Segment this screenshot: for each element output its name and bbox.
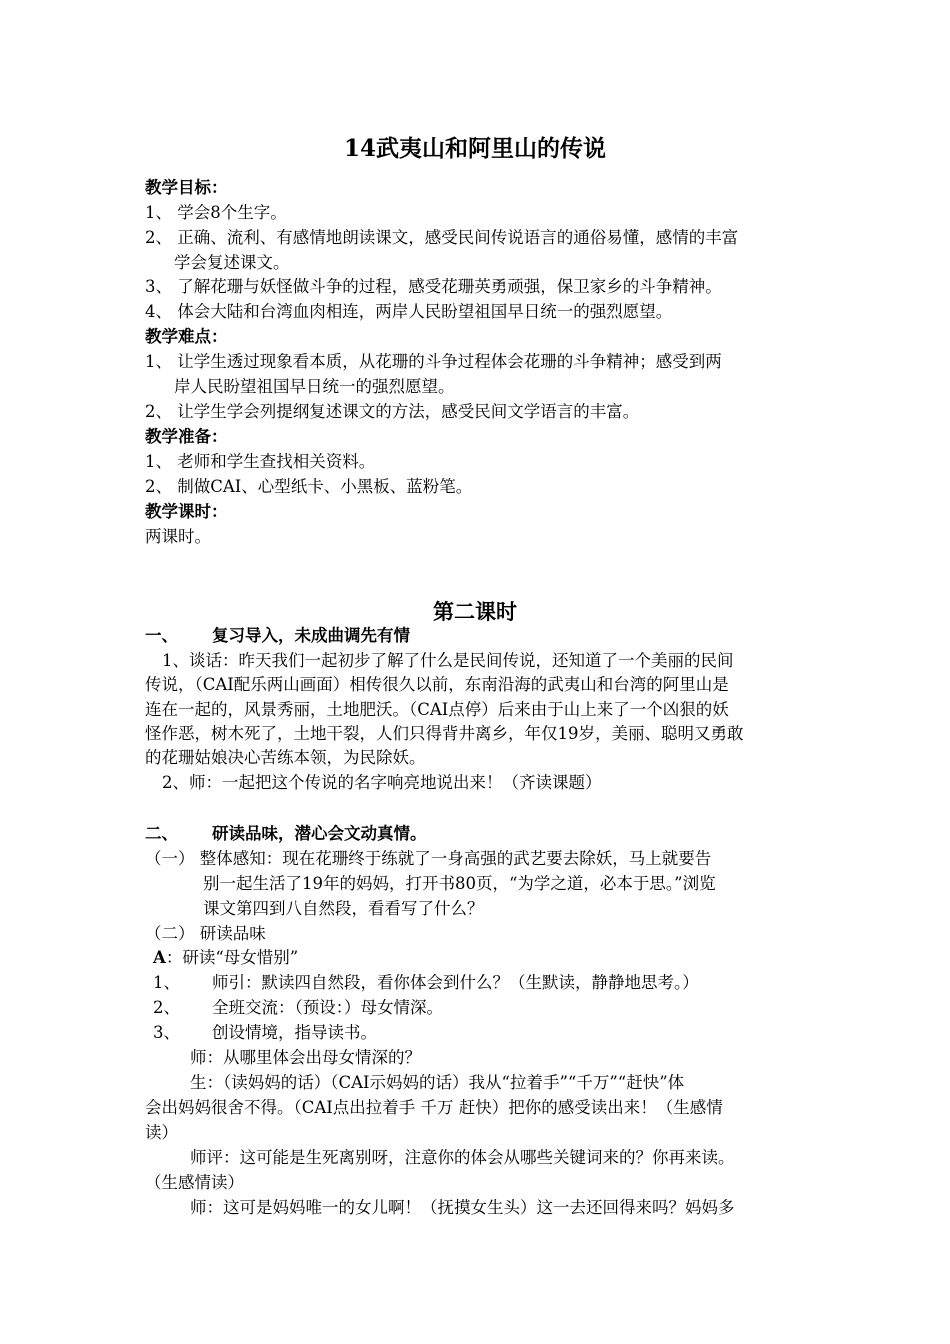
sub-section-a: [153, 946, 298, 970]
document-title: 14武夷山和阿里山的传说: [343, 135, 606, 162]
part-two-number: 二、: [145, 824, 178, 843]
paragraph-line: 连在一起的，风景秀丽，土地肥沃。（CAI点停）后来由于山上来了一个凶狠的妖: [145, 700, 729, 719]
paragraph-line: 1、谈话：昨天我们一起初步了解了什么是民间传说，还知道了一个美丽的民间: [162, 651, 734, 670]
dialog-line: 读）: [145, 1123, 178, 1142]
step-number: 1、: [153, 973, 180, 992]
dialog-line: 师评：这可能是生死离别呀，注意你的体会从哪些关键词来的？你再来读。: [190, 1148, 735, 1167]
preparation-item: 2、 制做CAI、心型纸卡、小黑板、蓝粉笔。: [145, 477, 473, 496]
sub-section-a-text: ：研读“母女惜别”: [165, 948, 299, 967]
paragraph-line: 别一起生活了19年的妈妈，打开书80页，“为学之道，必本于思。”浏览: [203, 874, 716, 893]
step-number: 3、: [153, 1023, 180, 1042]
lesson-two-title: 第二课时: [433, 599, 517, 624]
dialog-line: 师：这可是妈妈唯一的女儿啊！（抚摸女生头）这一去还回得来吗？妈妈多: [190, 1198, 735, 1217]
sub-section-a-label: A: [153, 948, 166, 967]
preparation-item: 1、 老师和学生查找相关资料。: [145, 452, 376, 471]
part-one-heading: 复习导入，未成曲调先有情: [212, 626, 410, 645]
step-number: 2、: [153, 998, 180, 1017]
difficulty-item: 1、 让学生透过现象看本质，从花珊的斗争过程体会花珊的斗争精神；感受到两: [145, 352, 722, 371]
dialog-line: （生感情读）: [145, 1173, 244, 1192]
paragraph-line: 课文第四到八自然段，看看写了什么？: [203, 899, 484, 918]
difficulties-heading: 教学难点：: [145, 327, 228, 346]
difficulty-item-continuation: 岸人民盼望祖国早日统一的强烈愿望。: [174, 377, 455, 396]
preparation-heading: 教学准备：: [145, 427, 228, 446]
paragraph-line: 怪作恶，树木死了，土地干裂，人们只得背井离乡，年仅19岁，美丽、聪明又勇敢: [145, 724, 744, 743]
part-two-heading: 研读品味，潜心会文动真情。: [212, 824, 427, 843]
part-one-number: 一、: [145, 626, 178, 645]
goal-item: 4、 体会大陆和台湾血肉相连，两岸人民盼望祖国早日统一的强烈愿望。: [145, 302, 673, 321]
dialog-line: 师：从哪里体会出母女情深的？: [190, 1048, 421, 1067]
paragraph-line: 传说，（CAI配乐两山画面）相传很久以前，东南沿海的武夷山和台湾的阿里山是: [145, 675, 729, 694]
dialog-line: 生：（读妈妈的话）（CAI示妈妈的话）我从“拉着手”“千万”“赶快”体: [190, 1073, 685, 1092]
goal-item: 3、 了解花珊与妖怪做斗争的过程，感受花珊英勇顽强，保卫家乡的斗争精神。: [145, 277, 722, 296]
goals-heading: 教学目标：: [145, 178, 228, 197]
difficulty-item: 2、 让学生学会列提纲复述课文的方法，感受民间文学语言的丰富。: [145, 402, 640, 421]
paragraph-line: （一） 整体感知：现在花珊终于练就了一身高强的武艺要去除妖，马上就要告: [145, 849, 712, 868]
paragraph-line: 2、师：一起把这个传说的名字响亮地说出来！（齐读课题）: [162, 773, 602, 792]
goal-item: 2、 正确、流利、有感情地朗读课文，感受民间传说语言的通俗易懂，感情的丰富: [145, 228, 739, 247]
goal-item-continuation: 学会复述课文。: [174, 253, 290, 272]
paragraph-line: 的花珊姑娘决心苦练本领，为民除妖。: [145, 748, 426, 767]
dialog-line: 会出妈妈很舍不得。（CAI点出拉着手 千万 赶快）把你的感受读出来！（生感情: [145, 1098, 723, 1117]
step-text: 全班交流：（预设：）母女情深。: [212, 998, 443, 1017]
step-text: 创设情境，指导读书。: [212, 1023, 377, 1042]
goal-item: 1、 学会8个生字。: [145, 203, 287, 222]
step-text: 师引：默读四自然段，看你体会到什么？（生默读，静静地思考。）: [212, 973, 699, 992]
periods-heading: 教学课时：: [145, 502, 228, 521]
paragraph-line: （二） 研读品味: [145, 924, 266, 943]
periods-text: 两课时。: [145, 527, 211, 546]
